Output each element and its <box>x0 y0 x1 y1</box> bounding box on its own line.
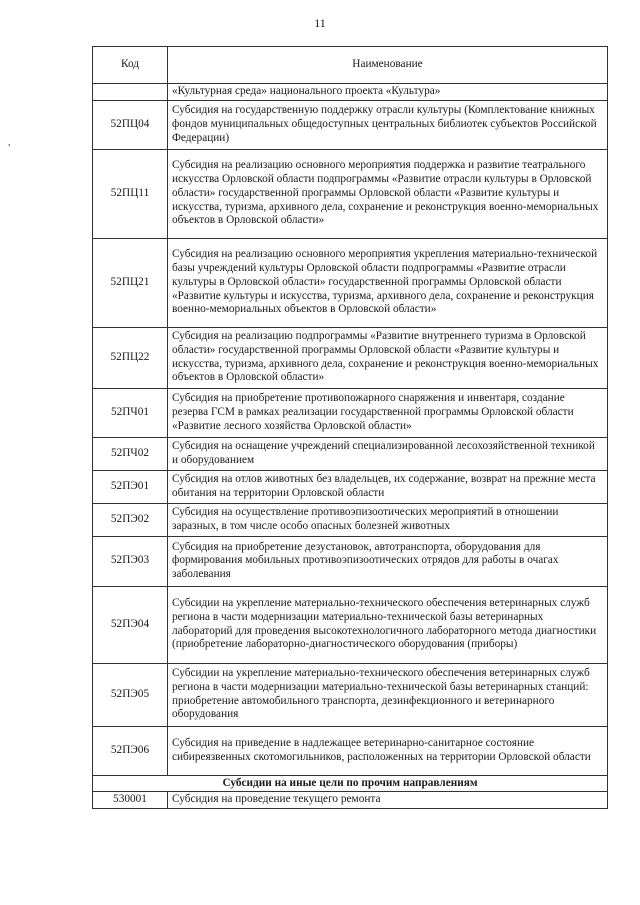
margin-mark: , <box>8 137 11 148</box>
table-row <box>93 100 608 149</box>
row-name: Субсидии на укрепление материально-технического обеспечения ветеринарных служб региона в части модернизации материально-технической базы ветеринарных станций: приобретение автомобильного транспорта, дезинфекционного и ветеринарного оборудования <box>168 663 608 726</box>
table-header-row <box>93 47 608 84</box>
table-row <box>93 238 608 327</box>
table-row <box>93 536 608 586</box>
row-code: 52ПЭ03 <box>93 536 168 586</box>
table-row <box>93 149 608 238</box>
row-name: Субсидия на приведение в надлежащее ветеринарно-санитарное состояние сибиреязвенных скотомогильников, расположенных на территории Орловской области <box>168 726 608 775</box>
row-code: 52ПЦ11 <box>93 149 168 238</box>
row-code: 52ПЧ01 <box>93 388 168 437</box>
page-number: 11 <box>314 16 326 30</box>
table-row <box>93 792 608 809</box>
subsidy-code-table <box>92 46 608 809</box>
row-code: 52ПЦ04 <box>93 100 168 149</box>
table-row <box>93 437 608 470</box>
row-code: 52ПЭ06 <box>93 726 168 775</box>
table-row <box>93 327 608 388</box>
row-code: 52ПЭ04 <box>93 586 168 663</box>
row-name: Субсидия на реализацию подпрограммы «Развитие внутреннего туризма в Орловской области» государственной программы Орловской области «Развитие культуры и искусства, туризма, архивного дела, сохранение и реконструкция военно-мемориальных объектов в Орловской области» <box>168 327 608 388</box>
table-row <box>93 388 608 437</box>
table-row <box>93 663 608 726</box>
row-code: 52ПЭ05 <box>93 663 168 726</box>
row-code: 52ПЭ01 <box>93 470 168 503</box>
section-heading: Субсидии на иные цели по прочим направлениям <box>93 775 608 792</box>
header-name: Наименование <box>168 47 608 84</box>
row-code: 52ПЦ21 <box>93 238 168 327</box>
continuation-code-cell <box>93 84 168 101</box>
row-name: Субсидия на государственную поддержку отрасли культуры (Комплектование книжных фондов муниципальных общедоступных центральных библиотек субъектов Российской Федерации) <box>168 100 608 149</box>
table-row <box>93 586 608 663</box>
row-name: Субсидия на оснащение учреждений специализированной лесохозяйственной техникой и оборудованием <box>168 437 608 470</box>
row-code: 52ПЦ22 <box>93 327 168 388</box>
row-name: Субсидия на отлов животных без владельцев, их содержание, возврат на прежние места обитания на территории Орловской области <box>168 470 608 503</box>
row-name: Субсидия на приобретение противопожарного снаряжения и инвентаря, создание резерва ГСМ в рамках реализации государственной программы Орловской области «Развитие лесного хозяйства Орловской области» <box>168 388 608 437</box>
continuation-row <box>93 84 608 101</box>
continuation-name-cell: «Культурная среда» национального проекта «Культура» <box>168 84 608 101</box>
row-name: Субсидии на укрепление материально-технического обеспечения ветеринарных служб региона в части модернизации материально-технической базы ветеринарных лабораторий для проведения высокотехнологичного лабораторного метода диагностики (приобретение лабораторно-диагностического оборудования (приборы) <box>168 586 608 663</box>
row-code: 530001 <box>93 792 168 809</box>
row-name: Субсидия на реализацию основного мероприятия укрепления материально-технической базы учреждений культуры Орловской области подпрограммы «Развитие отрасли культуры в Орловской области» государственной программы Орловской области «Развитие культуры и искусства, туризма, архивного дела, сохранение и реконструкция военно-мемориальных объектов в Орловской области» <box>168 238 608 327</box>
table-row <box>93 470 608 503</box>
table-row <box>93 726 608 775</box>
row-name: Субсидия на приобретение дезустановок, автотранспорта, оборудования для формирования мобильных противоэпизоотических отрядов для работы в очагах заболевания <box>168 536 608 586</box>
header-code: Код <box>93 47 168 84</box>
section-heading-row <box>93 775 608 792</box>
row-name: Субсидия на осуществление противоэпизоотических мероприятий в отношении заразных, в том числе особо опасных болезней животных <box>168 503 608 536</box>
row-name: Субсидия на проведение текущего ремонта <box>168 792 608 809</box>
row-name: Субсидия на реализацию основного мероприятия поддержка и развитие театрального искусства Орловской области подпрограммы «Развитие отрасли культуры в Орловской области» государственной программы Орловской области «Развитие культуры и искусства, туризма, архивного дела, сохранение и реконструкция военно-мемориальных объектов в Орловской области» <box>168 149 608 238</box>
row-code: 52ПЭ02 <box>93 503 168 536</box>
table-row <box>93 503 608 536</box>
row-code: 52ПЧ02 <box>93 437 168 470</box>
